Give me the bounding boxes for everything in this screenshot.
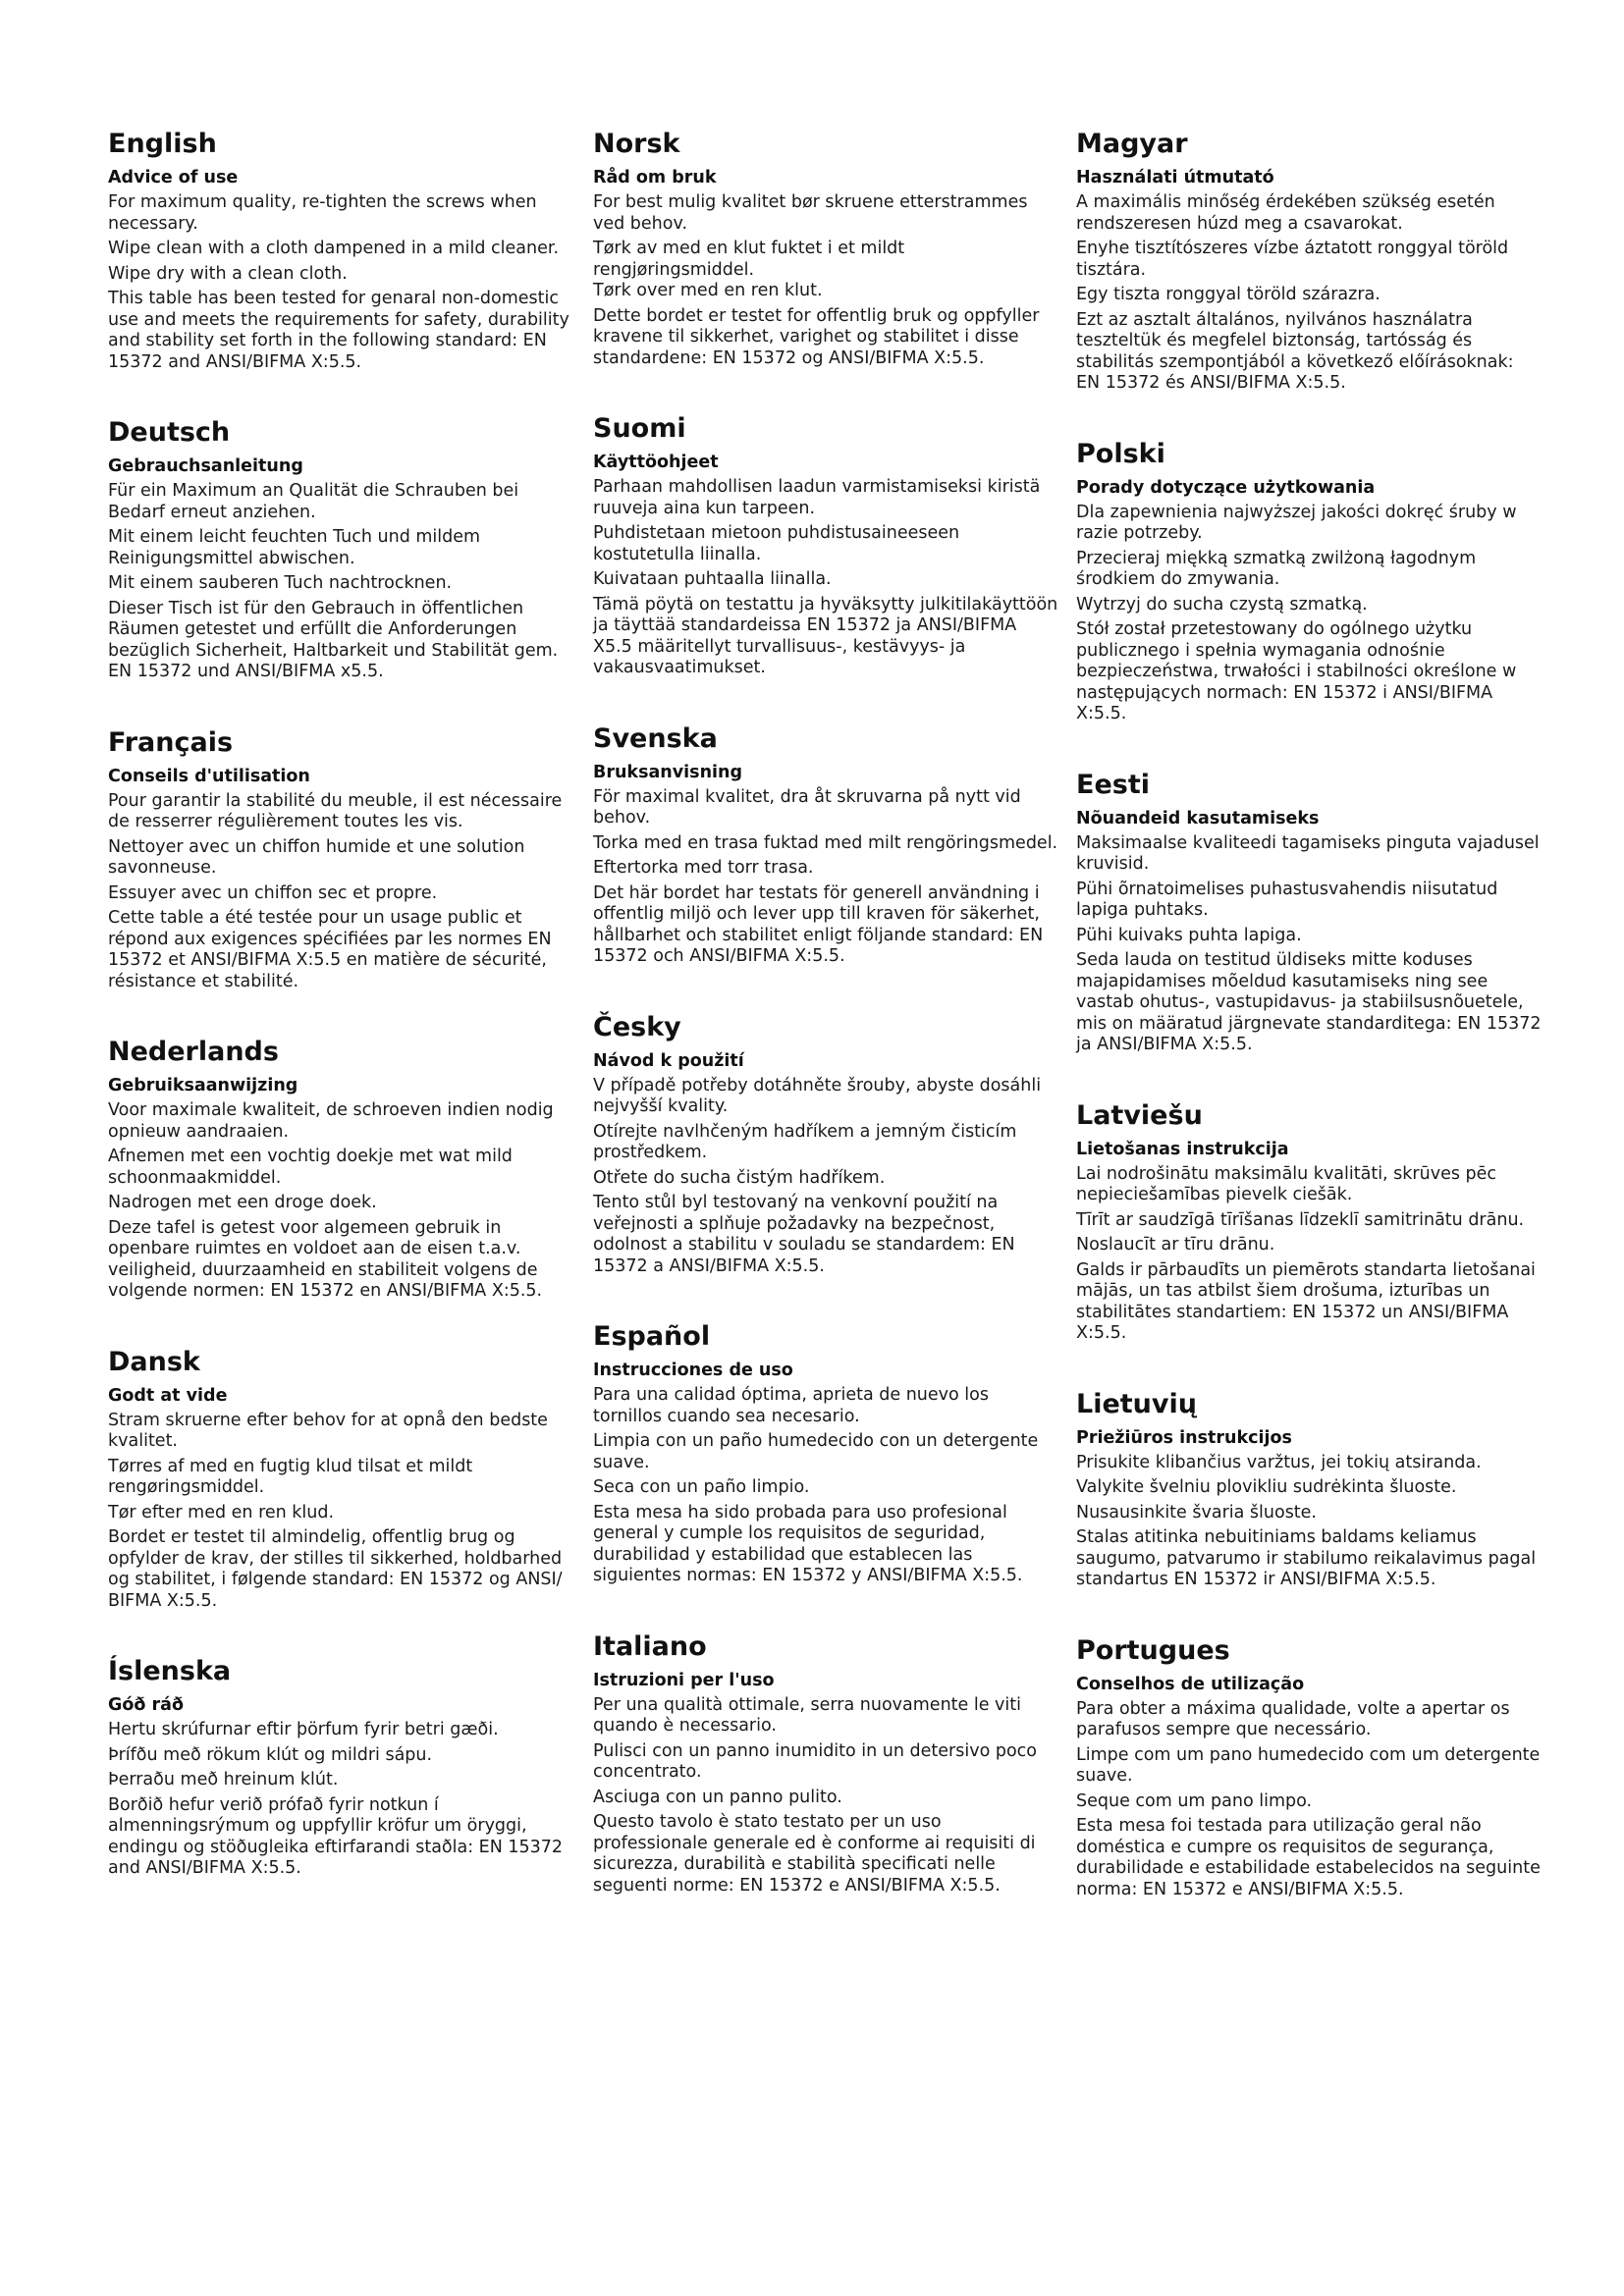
language-section (108, 1655, 574, 1880)
section-subtitle: Conseils d'utilisation (108, 766, 310, 786)
paragraph: Mit einem sauberen Tuch nachtrocknen. (108, 573, 453, 593)
language-title: Français (108, 726, 234, 758)
column-3 (1076, 128, 1543, 1904)
paragraph: Essuyer avec un chiffon sec et propre. (108, 882, 438, 903)
language-section (593, 722, 1059, 968)
paragraph: Hertu skrúfurnar eftir þörfum fyrir betri gæði. (108, 1720, 499, 1739)
language-title: Česky (593, 1011, 681, 1042)
paragraph: Valykite švelniu plovikliu sudrėkinta šluoste. (1076, 1477, 1457, 1497)
paragraph: Nadrogen met een droge doek. (108, 1193, 377, 1212)
paragraph: Dieser Tisch ist für den Gebrauch in öffentlichen Räumen getestet und erfüllt die Anforderungen bezüglich Sicherheit, Haltbarkeit und Stabilität gem. EN 15372 und ANSI/BIFMA x5.5. (108, 598, 559, 681)
section-subtitle: Gebruiksaanwijzing (108, 1076, 298, 1095)
section-subtitle: Conselhos de utilização (1076, 1674, 1305, 1694)
paragraph: Stram skruerne efter behov for at opnå den bedste kvalitet. (108, 1410, 548, 1451)
paragraph: Limpia con un paño humedecido con un detergente suave. (593, 1431, 1039, 1472)
language-title: Portugues (1076, 1634, 1230, 1666)
language-section (108, 1036, 574, 1303)
language-title: Italiano (593, 1630, 707, 1662)
language-section (593, 412, 1059, 679)
language-section (1076, 438, 1543, 725)
paragraph: This table has been tested for genaral non-domestic use and meets the requirements for safety, durability and stability set forth in the following standard: EN 15372 and ANSI/BIFMA X:5.5. (108, 289, 569, 372)
section-subtitle: Godt at vide (108, 1385, 228, 1406)
language-section (1076, 128, 1543, 395)
language-section (593, 128, 1059, 369)
paragraph: Seca con un paño limpio. (593, 1477, 810, 1497)
paragraph: Prisukite klibančius varžtus, jei tokių atsiranda. (1076, 1452, 1482, 1472)
paragraph: Tørres af med en fugtig klud tilsat et mildt rengøringsmiddel. (108, 1456, 473, 1497)
language-title: Polski (1076, 438, 1165, 469)
section-subtitle: Návod k použití (593, 1050, 744, 1071)
paragraph: Dla zapewnienia najwyższej jakości dokręć śruby w razie potrzeby. (1076, 502, 1517, 543)
language-section (593, 1630, 1059, 1897)
paragraph: Lai nodrošinātu maksimālu kvalitāti, skrūves pēc nepieciešamības pievelk ciešāk. (1076, 1163, 1497, 1204)
paragraph: Wipe dry with a clean cloth. (108, 263, 348, 284)
paragraph: Noslaucīt ar tīru drānu. (1076, 1235, 1275, 1255)
paragraph: Tør efter med en ren klud. (108, 1502, 335, 1522)
paragraph: Asciuga con un panno pulito. (593, 1787, 842, 1807)
language-title: Nederlands (108, 1037, 279, 1067)
language-title: Norsk (593, 129, 680, 159)
paragraph: Afnemen met een vochtig doekje met wat mild schoonmaakmiddel. (108, 1147, 513, 1188)
language-section (108, 726, 574, 993)
paragraph: Stół został przetestowany do ogólnego użytku publicznego i spełnia wymagania odnośnie bezpieczeństwa, trwałości i stabilności określone w następujących normach: EN 15372 i ANSI/BIFMA X:5.5. (1076, 619, 1517, 723)
language-section (108, 1346, 574, 1613)
paragraph: Mit einem leicht feuchten Tuch und mildem Reinigungsmittel abwischen. (108, 527, 481, 568)
language-title: English (108, 129, 217, 159)
paragraph: Deze tafel is getest voor algemeen gebruik in openbare ruimtes en voldoet aan de eisen t.a.v. veiligheid, duurzaamheid en stabiliteit volgens de volgende normen: EN 15372 en ANSI/BIFMA X:5.5. (108, 1217, 543, 1301)
column-2 (593, 128, 1059, 1900)
paragraph: Maksimaalse kvaliteedi tagamiseks pinguta vajadusel kruvisid. (1076, 832, 1540, 874)
section-subtitle: Instrucciones de uso (593, 1361, 793, 1380)
paragraph: Tīrīt ar saudzīgā tīrīšanas līdzeklī samitrinātu drānu. (1076, 1209, 1525, 1230)
paragraph: For maximum quality, re-tighten the screws when necessary. (108, 192, 537, 234)
paragraph: Esta mesa ha sido probada para uso profesional general y cumple los requisitos de seguridad, durabilidad y estabilidad que establecen las siguientes normas: EN 15372 y ANSI/BIFMA X:5.5. (593, 1502, 1023, 1585)
paragraph: Torka med en trasa fuktad med milt rengöringsmedel. (593, 832, 1058, 853)
paragraph: Ezt az asztalt általános, nyilvános használatra teszteltük és megfelel biztonság, tartósság és stabilitás szempontjából a következő előírásoknak: EN 15372 és ANSI/BIFMA X:5.5. (1076, 309, 1514, 393)
language-section (593, 1011, 1059, 1278)
section-subtitle: Advice of use (108, 168, 239, 187)
paragraph: Per una qualità ottimale, serra nuovamente le viti quando è necessario. (593, 1694, 1021, 1735)
paragraph: Pühi õrnatoimelises puhastusvahendis niisutatud lapiga puhtaks. (1076, 879, 1498, 920)
paragraph: Stalas atitinka nebuitiniams baldams keliamus saugumo, patvarumo ir stabilumo reikalavimus pagal standartus EN 15372 ir ANSI/BIFMA X:5.5. (1076, 1527, 1537, 1589)
language-title: Lietuvių (1076, 1388, 1197, 1419)
paragraph: Puhdistetaan mietoon puhdistusaineeseen kostutetulla liinalla. (593, 523, 960, 564)
paragraph: Otírejte navlhčeným hadříkem a jemným čisticím prostředkem. (593, 1121, 1017, 1162)
language-title: Svenska (593, 722, 718, 754)
section-subtitle: Bruksanvisning (593, 762, 743, 782)
paragraph: For best mulig kvalitet bør skruene etterstrammes ved behov. (593, 192, 1028, 234)
section-subtitle: Porady dotyczące użytkowania (1076, 477, 1376, 498)
paragraph: Eftertorka med torr trasa. (593, 858, 814, 878)
paragraph: Für ein Maximum an Qualität die Schrauben bei Bedarf erneut anziehen. (108, 481, 519, 522)
paragraph: Seque com um pano limpo. (1076, 1790, 1313, 1811)
paragraph: Questo tavolo è stato testato per un uso professionale generale ed è conforme ai requisiti di sicurezza, durabilità e stabilità specificati nelle seguenti norme: EN 15372 e ANSI/BIFMA X:5.5. (593, 1812, 1036, 1896)
column-1 (108, 128, 574, 1884)
paragraph: Pühi kuivaks puhta lapiga. (1076, 925, 1302, 945)
paragraph: Para obter a máxima qualidade, volte a apertar os parafusos sempre que necessário. (1076, 1698, 1510, 1739)
section-subtitle: Gebrauchsanleitung (108, 456, 303, 476)
language-title: Íslenska (108, 1656, 232, 1686)
language-title: Suomi (593, 413, 686, 444)
paragraph: Tento stůl byl testovaný na venkovní použití na veřejnosti a splňuje požadavky na bezpečnost, odolnost a stabilitu v souladu se standardem: EN 15372 a ANSI/BIFMA X:5.5. (593, 1193, 1015, 1276)
language-section (108, 128, 574, 373)
paragraph: Para una calidad óptima, aprieta de nuevo los tornillos cuando sea necesario. (593, 1385, 989, 1426)
section-subtitle: Nõuandeid kasutamiseks (1076, 808, 1320, 828)
language-section (1076, 1099, 1543, 1345)
paragraph: Pulisci con un panno inumidito in un detersivo poco concentrato. (593, 1740, 1038, 1782)
paragraph: Cette table a été testée pour un usage public et répond aux exigences spécifiées par les normes EN 15372 et ANSI/BIFMA X:5.5 en matière de sécurité, résistance et stabilité. (108, 908, 552, 991)
paragraph: Wytrzyj do sucha czystą szmatką. (1076, 594, 1368, 614)
section-subtitle: Használati útmutató (1076, 168, 1274, 187)
paragraph: Nusausinkite švaria šluoste. (1076, 1502, 1317, 1522)
paragraph: Dette bordet er testet for offentlig bruk og oppfyller kravene til sikkerhet, varighet og stabilitet i disse standardene: EN 15372 og ANSI/BIFMA X:5.5. (593, 305, 1040, 368)
paragraph: Enyhe tisztítószeres vízbe áztatott ronggyal töröld tisztára. (1076, 239, 1509, 280)
paragraph: V případě potřeby dotáhněte šrouby, abyste dosáhli nejvyšší kvality. (593, 1075, 1042, 1116)
section-subtitle: Käyttöohjeet (593, 453, 719, 472)
paragraph: Voor maximale kwaliteit, de schroeven indien nodig opnieuw aandraaien. (108, 1100, 554, 1142)
section-subtitle: Góð ráð (108, 1695, 184, 1715)
language-title: Español (593, 1321, 711, 1352)
language-section (1076, 1388, 1543, 1591)
paragraph: Pour garantir la stabilité du meuble, il est nécessaire de resserrer régulièrement toutes les vis. (108, 790, 563, 831)
language-section (1076, 769, 1543, 1056)
language-section (593, 1320, 1059, 1587)
paragraph: Parhaan mahdollisen laadun varmistamiseksi kiristä ruuveja aina kun tarpeen. (593, 477, 1041, 518)
paragraph: Egy tiszta ronggyal töröld szárazra. (1076, 285, 1380, 304)
paragraph: Otřete do sucha čistým hadříkem. (593, 1167, 886, 1188)
paragraph: Det här bordet har testats för generell användning i offentlig miljö och lever upp till kraven för säkerhet, hållbarhet och stabilitet enligt följande standard: EN 15372 och ANSI/BIFMA X:5.5. (593, 882, 1044, 966)
paragraph: Þrífðu með rökum klút og mildri sápu. (108, 1744, 433, 1765)
paragraph: Seda lauda on testitud üldiseks mitte koduses majapidamises mõeldud kasutamiseks ning see vastab ohutus-, vastupidavus- ja stabiilsusnõuetele, mis on määratud järgnevate standarditega: EN 15372 ja ANSI/BIFMA X:5.5. (1076, 950, 1542, 1054)
language-section (1076, 1634, 1543, 1901)
paragraph: Przecieraj miękką szmatką zwilżoną łagodnym środkiem do zmywania. (1076, 548, 1477, 589)
paragraph: Wipe clean with a cloth dampened in a mild cleaner. (108, 239, 560, 258)
paragraph: Esta mesa foi testada para utilização geral não doméstica e cumpre os requisitos de segurança, durabilidade e estabilidade estabelecidos na seguinte norma: EN 15372 e ANSI/BIFMA X:5.5. (1076, 1816, 1541, 1899)
language-title: Dansk (108, 1346, 200, 1377)
section-subtitle: Priežiūros instrukcijos (1076, 1427, 1292, 1448)
language-title: Deutsch (108, 417, 231, 448)
paragraph: Þerraðu með hreinum klút. (108, 1770, 339, 1789)
language-title: Eesti (1076, 769, 1150, 800)
paragraph: Nettoyer avec un chiffon humide et une solution savonneuse. (108, 836, 525, 878)
paragraph: Kuivataan puhtaalla liinalla. (593, 569, 832, 589)
section-subtitle: Lietošanas instrukcija (1076, 1139, 1289, 1159)
section-subtitle: Istruzioni per l'uso (593, 1670, 775, 1690)
language-section (108, 416, 574, 683)
section-subtitle: Råd om bruk (593, 168, 717, 187)
paragraph: Limpe com um pano humedecido com um detergente suave. (1076, 1744, 1541, 1786)
paragraph: A maximális minőség érdekében szükség esetén rendszeresen húzd meg a csavarokat. (1076, 192, 1495, 234)
language-title: Magyar (1076, 129, 1188, 159)
paragraph: Bordet er testet til almindelig, offentlig brug og opfylder de krav, der stilles til sikkerhed, holdbarhed og stabilitet, i følgende standard: EN 15372 og ANSI/ BIFMA X:5.5. (108, 1527, 563, 1611)
paragraph: Tämä pöytä on testattu ja hyväksytty julkitilakäyttöön ja täyttää standardeissa EN 15372 ja ANSI/BIFMA X5.5 määritellyt turvallisuus-, kestävyys- ja vakausvaatimukset. (593, 594, 1058, 677)
paragraph: Galds ir pārbaudīts un piemērots standarta lietošanai mājās, un tas atbilst šiem drošuma, izturības un stabilitātes standartiem: EN 15372 un ANSI/BIFMA X:5.5. (1076, 1259, 1536, 1343)
paragraph: Borðið hefur verið prófað fyrir notkun í almenningsrýmum og uppfyllir kröfur um öryggi, endingu og stöðugleika eftirfarandi staðla: EN 15372 and ANSI/BIFMA X:5.5. (108, 1794, 564, 1878)
paragraph: Tørk av med en klut fuktet i et mildt rengjøringsmiddel. Tørk over med en ren klut. (593, 239, 905, 300)
paragraph: För maximal kvalitet, dra åt skruvarna på nytt vid behov. (593, 786, 1021, 828)
language-title: Latviešu (1076, 1099, 1203, 1131)
